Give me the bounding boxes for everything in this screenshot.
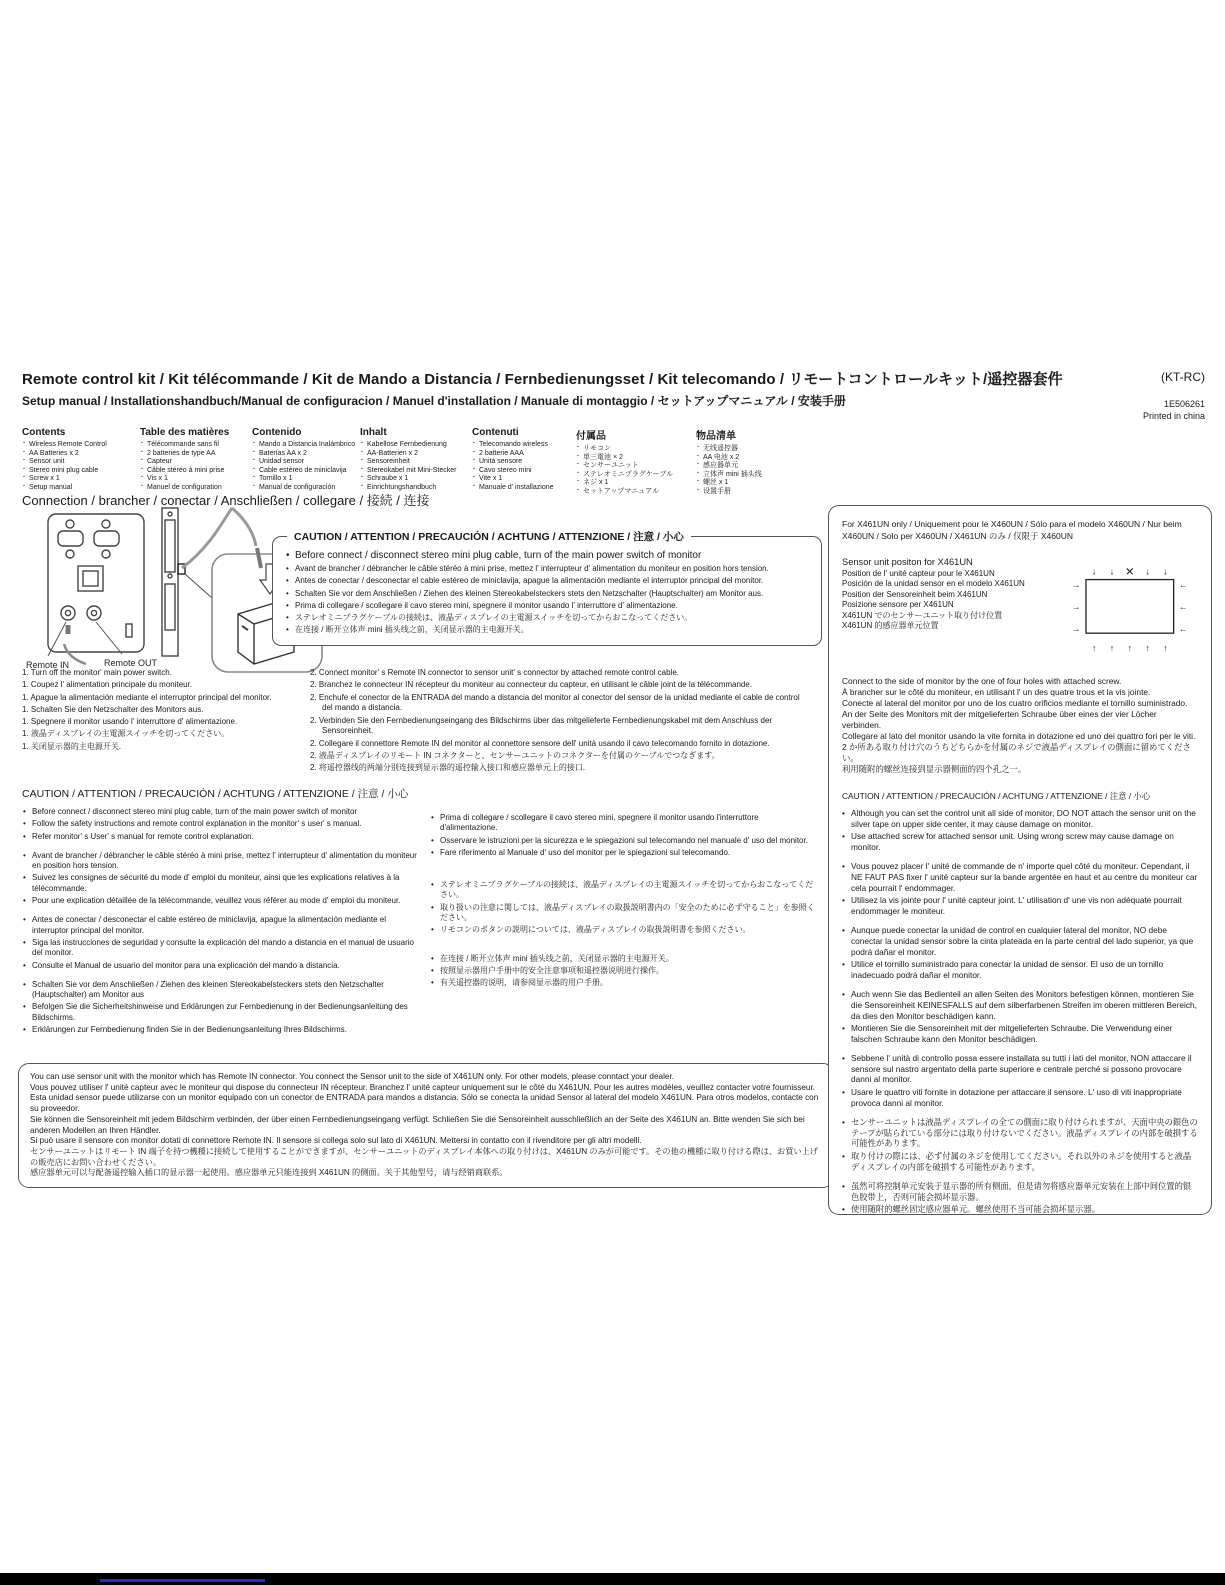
step1-item: 1. Spegnere il monitor usando l' interruttore d' alimentazione.: [22, 717, 238, 727]
caution-bullet: • Befolgen Sie die Sicherheitshinweise und Erklärungen zur Fernbedienung in der Bedienungsanleitung des Bildschirms.: [22, 1002, 424, 1023]
panel-heading: For X461UN only / Uniquement pour le X460UN / Sólo para el modelo X460UN / Nur beim X460UN / Solo per X460UN / X461UN のみ / 仅限于 X460UN: [842, 519, 1182, 541]
caution-left-column: [22, 807, 424, 1044]
panel-caution-bullet: • 虽然可将控制单元安装于显示器的所有侧面，但是请勿将感应器单元安装在上部中间位置的银色胶带上，否则可能会损坏显示器。: [842, 1181, 1198, 1202]
contents-item: · Manual de configuración: [252, 484, 360, 493]
contents-item: · Schraube x 1: [360, 475, 472, 484]
contents-item: · Tornillo x 1: [252, 475, 360, 484]
note-paragraph: Sie können die Sensoreinheit mit jedem Bildschirm verbinden, der über einen Fernbedienungseingang verfügt. Schließen Sie die Sensoreinheit ausschließlich an der Seite des X461UN an. Bitte wenden Sie sich bei anderen Modellen an Ihren Händler.: [30, 1114, 805, 1135]
part-number: 1E506261: [1163, 399, 1205, 409]
panel-caution-bullet: • Although you can set the control unit all side of monitor, DO NOT attach the sensor unit on the silver tape on upper side center, it may cause damage on monitor.: [842, 808, 1198, 829]
step1-list: [22, 668, 310, 754]
contents-item: · ネジ x 1: [576, 479, 696, 488]
step2-item: 2. Verbinden Sie den Fernbedienungseingang des Bildschirms über das mitgelieferte Fernbedienungskabel mit dem Anschluss der Sensoreinheit.: [310, 715, 773, 736]
caution-item: • Before connect / disconnect stereo mini plug cable, turn of the main power switch of monitor: [285, 549, 809, 562]
contents-item: · Manuel de configuration: [140, 484, 252, 493]
connect-line: Conecte al lateral del monitor por uno de los cuatro orificios mediante el tornillo suministrado.: [842, 698, 1188, 708]
panel-caution-bullet: • Utilice el tornillo suministrado para conectar la unidad de sensor. El uso de un tornillo inadecuado podrá dañar el monitor.: [842, 959, 1198, 980]
contents-item: · 単三電池 × 2: [576, 454, 696, 463]
remote-out-label: Remote OUT: [104, 658, 158, 668]
caution-bullet: • Avant de brancher / débrancher le câble stéréo à mini prise, mettez l' interrupteur d' alimentation du moniteur en position hors tension.: [22, 851, 424, 872]
remote-in-label: Remote IN: [26, 660, 70, 670]
connect-line: Collegare al lato del monitor usando la vite fornita in dotazione ed uno dei quattro fori per le viti.: [842, 731, 1196, 741]
column-header: Contents: [22, 427, 66, 438]
position-label: Posición de la unidad sensor en el modelo X461UN: [842, 579, 1025, 589]
contents-item: · Kabellose Fernbedienung: [360, 441, 472, 450]
connect-line: An der Seite des Monitors mit der mitgelieferten Schraube über eines der vier Löcher verbinden.: [842, 709, 1157, 730]
position-label: Position der Sensoreinheit beim X461UN: [842, 589, 988, 599]
model-code: (KT-RC): [1161, 370, 1205, 384]
panel-caution-bullet: • Montieren Sie die Sensoreinheit mit der mitgelieferten Schraube. Die Verwendung einer falschen Schraube kann den Monitor beschädigen.: [842, 1023, 1198, 1044]
contents-item: · Sensor unit: [22, 458, 140, 467]
panel-caution-bullet: • Auch wenn Sie das Bedienteil an allen Seiten des Monitors befestigen können, montieren Sie die Sensoreinheit KEINESFALLS auf dem silberfarbenen Streifen im oberen mittleren Bereich, da dies den Monitor beschädigen kann.: [842, 989, 1198, 1021]
caution-bullet: • Antes de conectar / desconectar el cable estéreo de miniclavija, apague la alimentación mediante el interruptor principal del monitor.: [22, 915, 424, 936]
svg-text:↑: ↑: [1109, 643, 1115, 654]
step2-list: [310, 668, 802, 776]
step2-item: 2. Branchez le connecteur IN récepteur du moniteur au connecteur du capteur, en utilisant le câble joint de la télécommande.: [310, 680, 753, 690]
contents-column-zh: [696, 427, 792, 497]
step2-item: 2. Connect monitor' s Remote IN connector to sensor unit' s connector by attached remote control cable.: [310, 668, 680, 677]
panel-caution-bullet: • Vous pouvez placer l' unité de commande de n' importe quel côté du moniteur. Cependant, il NE FAUT PAS fixer l' unité capteur sur la bande argentée en haut et au centre du moniteur car cela pourrait l' endommager.: [842, 861, 1198, 893]
page-subtitle: Setup manual / Installationshandbuch/Manual de configuracion / Manuel d'installation / Manuale di montaggio / セットアップマニュアル / 安装手册: [22, 394, 846, 408]
panel-caution-title: CAUTION / ATTENTION / PRECAUCIÓN / ACHTUNG / ATTENZIONE / 注意 / 小心: [842, 791, 1151, 801]
step1-item: 1. Coupez l' alimentation principale du moniteur.: [22, 680, 193, 690]
x461un-panel: [828, 505, 1212, 1215]
contents-item: · Einrichtungshandbuch: [360, 484, 472, 493]
step1-item: 1. Turn off the monitor' main power switch.: [22, 668, 172, 677]
remote-in-jack: [61, 606, 75, 620]
contents-column-ja: [576, 427, 696, 497]
position-label: Position de l' unité capteur pour le X461UN: [842, 569, 995, 578]
caution-item: • Schalten Sie vor dem Anschließen / Ziehen des kleinen Stereokabelsteckers stets den Netzschalter (Hauptschalter) am Monitor aus.: [285, 589, 809, 599]
printed-in: Printed in china: [1142, 411, 1205, 421]
sensor-position-diagram: [1060, 556, 1198, 660]
note-paragraph: 感应器单元可以与配备遥控输入插口的显示器一起使用。感应器单元只能连接到 X461UN 的侧面。关于其他型号，请与经销商联系。: [30, 1168, 508, 1178]
svg-text:→: →: [1071, 623, 1081, 634]
contents-table: [22, 427, 792, 497]
step2-item: 2. Collegare il connettore Remote IN del monitor al connettore sensore dell' unità usando il cavo telecomando fornito in dotazione.: [310, 738, 770, 748]
contents-column-it: [472, 427, 576, 497]
connection-heading: Connection / brancher / conectar / Anschließen / collegare / 接続 / 连接: [22, 493, 430, 508]
contents-item: · 2 batterie AAA: [472, 450, 576, 459]
panel-caution-bullet: • Aunque puede conectar la unidad de control en cualquier lateral del monitor, NO debe conectar la unidad sensor sobre la cinta plateada en la parte central del lado superior, ya que podrá dañar el monitor.: [842, 925, 1198, 957]
contents-item: · Télécommande sans fil: [140, 441, 252, 450]
svg-text:→: →: [1071, 601, 1081, 612]
panel-caution-list: [842, 808, 1198, 1215]
note-paragraph: Vous pouvez utiliser l' unité capteur avec le moniteur qui dispose du connecteur IN récepteur. Branchez l' unité capteur uniquement sur le côté du X461UN. Pour les autres modèles, veuillez contacter votre fournisseur.: [30, 1082, 816, 1092]
contents-item: · 设置手册: [696, 488, 792, 497]
contents-item: · 无线遥控器: [696, 445, 792, 454]
panel-caution-bullet: • Utilisez la vis jointe pour l' unité capteur joint. L' utilisation d' une vis non adéquate pourrait endommager le moniteur.: [842, 895, 1198, 916]
contents-item: · Stereokabel mit Mini-Stecker: [360, 467, 472, 476]
contents-item: · Telecomando wireless: [472, 441, 576, 450]
connect-line: 2 か所ある取り付け穴のうちどちらかを付属のネジで液晶ディスプレイの側面に留めてください。: [842, 742, 1191, 763]
svg-text:↓: ↓: [1091, 566, 1097, 577]
step1-item: 1. 液晶ディスプレイの主電源スイッチを切ってください。: [22, 729, 230, 739]
no-attach-x-mark: ✕: [1125, 566, 1135, 579]
contents-item: · Screw x 1: [22, 475, 140, 484]
monitor-back-panel: [48, 514, 144, 652]
panel-caution-bullet: • センサーユニットは液晶ディスプレイの全ての側面に取り付けられますが、天面中央の銀色のテープが貼られている部分には取り付けないでください。液晶ディスプレイの内部を破損する可能性があります。: [842, 1117, 1198, 1149]
svg-text:↓: ↓: [1163, 566, 1168, 577]
caution-bullet: • 有关遥控器的说明，请参阅显示器的用户手册。: [430, 978, 818, 988]
caution-bullet: • リモコンのボタンの説明については、液晶ディスプレイの取扱説明書を参照ください。: [430, 925, 818, 935]
caution-bullet: • 按照显示器用户手册中的安全注意事项和遥控器说明进行操作。: [430, 966, 818, 976]
position-label-en: Sensor unit positon for X461UN: [842, 557, 973, 567]
caution-bullet: • Erklärungen zur Fernbedienung finden Sie in der Bedienungsanleitung Ihres Bildschirms.: [22, 1025, 424, 1035]
connect-line: Connect to the side of monitor by the one of four holes with attached screw.: [842, 676, 1122, 686]
contents-item: · Manuale d' installazione: [472, 484, 576, 493]
contents-item: · Unità sensore: [472, 458, 576, 467]
svg-text:←: ←: [1178, 601, 1188, 612]
contents-item: · Stereo mini plug cable: [22, 467, 140, 476]
caution-bullet: • Prima di collegare / scollegare il cavo stereo mini, spegnere il monitor usando l'interruttore d'alimentazione.: [430, 813, 818, 834]
note-paragraph: センサーユニットはリモート IN 端子を持つ機種に接続して使用することができますが、センサーユニットのディスプレイ本体への取り付けは、X461UN のみが可能です。その他の機種に取り付ける際は、お買い上げの販売店にお問い合わせください。: [30, 1146, 818, 1167]
contents-item: · ステレオミニプラグケーブル: [576, 471, 696, 480]
contents-item: · Capteur: [140, 458, 252, 467]
svg-text:↑: ↑: [1163, 643, 1168, 654]
contents-item: · Câble stéréo à mini prise: [140, 467, 252, 476]
contents-item: · 2 batteries de type AA: [140, 450, 252, 459]
contents-column-es: [252, 427, 360, 497]
caution-bullet: • Osservare le istruzioni per la sicurezza e le spiegazioni sul telecomando nel manuale d' uso del monitor.: [430, 836, 818, 846]
position-label: Posizione sensore per X461UN: [842, 600, 954, 610]
caution-bullet: • Schalten Sie vor dem Anschließen / Ziehen des kleinen Stereokabelsteckers stets den Netzschalter (Hauptschalter) am Monitor aus: [22, 980, 424, 1001]
step2-item: 2. 将遥控器线的两端分别连接到显示器的遥控输入接口和感应器单元上的接口.: [310, 763, 586, 773]
page-title: Remote control kit / Kit télécommande / Kit de Mando a Distancia / Fernbedienungsset / Kit telecomando / リモートコントロールキット/遥控器套件: [22, 371, 1063, 388]
svg-text:↓: ↓: [1109, 566, 1115, 577]
caution-bullet: • 取り扱いの注意に関しては、液晶ディスプレイの取扱説明書内の「安全のために必ず守ること」を参照ください。: [430, 903, 818, 924]
contents-column-de: [360, 427, 472, 497]
contents-item: · AA Batteries x 2: [22, 450, 140, 459]
caution-item: • 在连接 / 断开立体声 mini 插头线之前，关闭显示器的主电源开关。: [285, 625, 809, 635]
svg-text:↓: ↓: [1145, 566, 1150, 577]
caution-item: • ステレオミニプラグケーブルの接続は、液晶ディスプレイの主電源スイッチを切ってからおこなってください。: [285, 613, 809, 623]
connection-caution-box: [272, 531, 822, 646]
contents-item: · 立体声 mini 插头线: [696, 471, 792, 480]
step2-item: 2. Enchufe el conector de la ENTRADA del mando a distancia del monitor al conector del sensor de la unidad mediante el cable de control del mando a distancia.: [310, 692, 800, 713]
column-header: Inhalt: [360, 427, 387, 438]
step1-item: 1. 关闭显示器的主电源开关.: [22, 741, 122, 751]
contents-item: · Setup manual: [22, 484, 140, 493]
panel-caution-bullet: • Use attached screw for attached sensor unit. Using wrong screw may cause damage on monitor.: [842, 831, 1198, 852]
connect-line: À brancher sur le côté du moniteur, en utilisant l' un des quatre trous et la vis jointe.: [842, 687, 1151, 697]
column-header: Contenido: [252, 427, 302, 438]
connect-instructions: [842, 676, 1198, 775]
scan-edge-blue-line: [100, 1579, 265, 1582]
step2-item: 2. 液晶ディスプレイのリモート IN コネクターと、センサーユニットのコネクターを付属のケーブルでつなぎます。: [310, 751, 720, 761]
caution-bullet: • ステレオミニプラグケーブルの接続は、液晶ディスプレイの主電源スイッチを切ってからおこなってください。: [430, 880, 818, 901]
caution-box-title: CAUTION / ATTENTION / PRECAUCIÓN / ACHTUNG / ATTENZIONE / 注意 / 小心: [287, 529, 691, 544]
contents-item: · セットアップマニュアル: [576, 488, 696, 497]
note-paragraph: Esta unidad sensor puede utilizarse con un monitor equipado con un conector de ENTRADA para mandos a distancia. Sólo se conecta la unidad Sensor al lateral del modelo X461UN. Para otros modelos, contacte con su proveedor.: [30, 1093, 819, 1114]
step1-item: 1. Schalten Sie den Netzschalter des Monitors aus.: [22, 704, 204, 714]
caution-bullet: • Pour une explication détaillée de la télécommande, veuillez vous référer au mode d' emploi du moniteur.: [22, 896, 424, 906]
caution-bullet: • Suivez les consignes de sécurité du mode d' emploi du moniteur, ainsi que les explications relatives à la télécommande.: [22, 873, 424, 894]
svg-text:↑: ↑: [1091, 643, 1097, 654]
caution-item: • Antes de conectar / desconectar el cable estéreo de miniclavija, apague la alimentación mediante el interruptor principal del monitor.: [285, 576, 809, 586]
contents-item: · Unidad sensor: [252, 458, 360, 467]
contents-item: · リモコン: [576, 445, 696, 454]
connect-line: 利用随附的螺丝连接到显示器侧面的四个孔之一。: [842, 764, 1027, 774]
contents-item: · Wireless Remote Control: [22, 441, 140, 450]
column-header: 物品清单: [696, 431, 736, 442]
caution-item: • Prima di collegare / scollegare il cavo stereo mini, spegnere il monitor usando l' interruttore d' alimentazione.: [285, 601, 809, 611]
position-label: X461UN 的感应器单元位置: [842, 621, 939, 631]
position-label: X461UN でのセンサーユニット取り付け位置: [842, 610, 1003, 620]
caution-section-title: CAUTION / ATTENTION / PRECAUCIÓN / ACHTUNG / ATTENZIONE / 注意 / 小心: [22, 788, 409, 800]
caution-bullet: • Before connect / disconnect stereo mini plug cable, turn of the main power switch of monitor: [22, 807, 424, 817]
contents-column-fr: [140, 427, 252, 497]
caution-item: • Avant de brancher / débrancher le câble stéréo à mini prise, mettez l' interrupteur d' alimentation du moniteur en position hors tension.: [285, 564, 809, 574]
contents-item: · Vis x 1: [140, 475, 252, 484]
caution-bullet: • Consulte el Manual de usuario del monitor para una explicación del mando a distancia.: [22, 961, 424, 971]
contents-item: · AA 电池 x 2: [696, 454, 792, 463]
contents-item: · Vite x 1: [472, 475, 576, 484]
caution-bullet: • Follow the safety instructions and remote control explanation in the monitor' s user' s manual.: [22, 819, 424, 829]
sensor-note-box: [18, 1063, 834, 1188]
panel-caution-bullet: • Usare le quattro viti fornite in dotazione per attaccare il sensore. L' uso di viti inappropriate provoca danni al monitor.: [842, 1087, 1198, 1108]
remote-out-jack: [87, 606, 101, 620]
contents-item: · Baterías AA x 2: [252, 450, 360, 459]
svg-text:↑: ↑: [1127, 643, 1133, 654]
contents-item: · Cable estéreo de miniclavija: [252, 467, 360, 476]
note-paragraph: Si può usare il sensore con monitor dotati di connettore Remote IN. Il sensore si collega solo sul lato di X461UN. Mettersi in contatto con il rivenditore per gli altri modelli.: [30, 1136, 642, 1146]
contents-item: · 感应器单元: [696, 462, 792, 471]
column-header: Table des matières: [140, 427, 230, 438]
caution-bullet: • Siga las instrucciones de seguridad y consulte la explicación del mando a distancia en el manual de usuario del monitor.: [22, 938, 424, 959]
sensor-position-block: [842, 556, 1198, 660]
step1-item: 1. Apague la alimentación mediante el interruptor principal del monitor.: [22, 692, 272, 702]
contents-item: · センサーユニット: [576, 462, 696, 471]
caution-middle-column: [430, 813, 818, 998]
svg-text:↑: ↑: [1145, 643, 1150, 654]
position-labels: [842, 556, 1060, 660]
caution-bullet: • 在连接 / 断开立体声 mini 插头线之前，关闭显示器的主电源开关。: [430, 954, 818, 964]
panel-caution-bullet: • Sebbene l' unità di controllo possa essere installata su tutti i lati del monitor, NON attaccare il sensore sul nastro argentato della parte superiore e centrale perché si possono provocare danni al monitor.: [842, 1053, 1198, 1085]
contents-item: · Mando a Distancia Inalámbrico: [252, 441, 360, 450]
column-header: 付属品: [576, 431, 606, 442]
contents-item: · Cavo stereo mini: [472, 467, 576, 476]
contents-item: · Sensoreinheit: [360, 458, 472, 467]
contents-item: · AA-Batterien x 2: [360, 450, 472, 459]
column-header: Contenuti: [472, 427, 519, 438]
note-paragraph: You can use sensor unit with the monitor which has Remote IN connector. You connect the Sensor unit to the side of X461UN only. For other models, please conntact your dealer.: [30, 1072, 675, 1081]
caution-bullet: • Refer monitor' s User' s manual for remote control explanation.: [22, 832, 424, 842]
svg-text:←: ←: [1178, 623, 1188, 634]
contents-column-en: [22, 427, 140, 497]
caution-bullet: • Fare riferimento al Manuale d' uso del monitor per le spiegazioni sul telecomando.: [430, 848, 818, 858]
panel-caution-bullet: • 使用随附的螺丝固定感应器单元。螺丝使用不当可能会损坏显示器。: [842, 1204, 1198, 1215]
svg-text:←: ←: [1178, 579, 1188, 590]
svg-text:→: →: [1071, 579, 1081, 590]
contents-item: · 螺丝 x 1: [696, 479, 792, 488]
panel-caution-bullet: • 取り付けの際には、必ず付属のネジを使用してください。それ以外のネジを使用すると液晶ディスプレイの内部を破損する可能性があります。: [842, 1151, 1198, 1172]
